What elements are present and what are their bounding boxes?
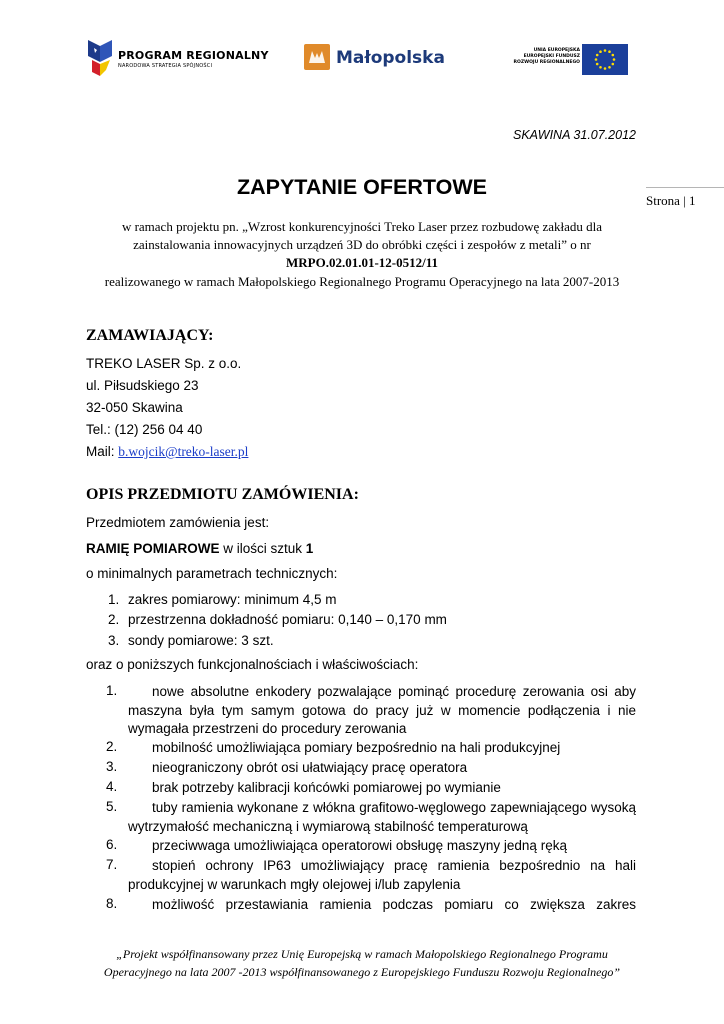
feature-number: 7. xyxy=(106,857,118,872)
feature-text: nowe absolutne enkodery pozwalające pominąć procedurę zerowania osi aby maszyna była tym samym gotowa do pracy już w momencie podłączenia i nie wymagała przestrzeni do procedury zerowania xyxy=(128,684,636,736)
feature-text: przeciwwaga umożliwiająca operatorowi obsługę maszyny jedną ręką xyxy=(152,838,567,853)
feature-number: 3. xyxy=(106,759,118,774)
document-title: ZAPYTANIE OFERTOWE xyxy=(236,175,488,199)
project-number: MRPO.02.01.01-12-0512/11 xyxy=(285,255,438,270)
intro-line-3: realizowanego w ramach Małopolskiego Regionalnego Programu Operacyjnego na lata 2007-2013 xyxy=(104,274,620,289)
param-text: zakres pomiarowy: minimum 4,5 m xyxy=(128,592,337,607)
opis-intro: Przedmiotem zamówienia jest: xyxy=(86,515,270,530)
email-link[interactable]: b.wojcik@treko-laser.pl xyxy=(118,444,249,459)
intro-line-1: w ramach projektu pn. „Wzrost konkurencyjności Treko Laser przez rozbudowę zakładu dla xyxy=(121,219,603,234)
footer-line-2: Operacyjnego na lata 2007 -2013 współfinansowanego z Europejskiego Funduszu Rozwoju Regionalnego” xyxy=(103,965,621,979)
eu-flag-icon xyxy=(582,44,628,75)
feature-number: 2. xyxy=(106,739,118,754)
company-mail xyxy=(86,444,248,460)
company-name: TREKO LASER Sp. z o.o. xyxy=(86,356,242,371)
opis-heading: OPIS PRZEDMIOTU ZAMÓWIENIA: xyxy=(86,486,359,503)
features-intro: oraz o poniższych funkcjonalnościach i właściwościach: xyxy=(86,657,419,672)
program-regionalny-subtitle: NARODOWA STRATEGIA SPÓJNOŚCI xyxy=(118,63,213,69)
feature-number: 6. xyxy=(106,837,118,852)
zamawiajacy-heading: ZAMAWIAJĄCY: xyxy=(86,327,214,344)
feature-text: mobilność umożliwiająca pomiary bezpośrednio na hali produkcyjnej xyxy=(152,740,561,755)
params-intro: o minimalnych parametrach technicznych: xyxy=(86,566,338,581)
param-number: 3. xyxy=(108,633,120,648)
feature-number: 1. xyxy=(106,683,118,698)
item-name: RAMIĘ POMIAROWE xyxy=(86,541,220,556)
footer-line-1: „Projekt współfinansowany przez Unię Europejską w ramach Małopolskiego Regionalnego Programu xyxy=(116,947,608,961)
page-number: Strona | 1 xyxy=(646,193,696,208)
feature-text: stopień ochrony IP63 umożliwiający pracę ramienia bezpośrednio na hali produkcyjnej w warunkach mgły olejowej i/lub zapylenia xyxy=(128,858,636,892)
feature-number: 4. xyxy=(106,779,118,794)
malopolska-logo xyxy=(304,44,444,74)
param-number: 1. xyxy=(108,592,120,607)
intro-line-2: zainstalowania innowacyjnych urządzeń 3D do obróbki części i zespołów z metali” o nr xyxy=(133,237,591,252)
eu-line-3: ROZWOJU REGIONALNEGO xyxy=(513,60,580,65)
feature-text: nieograniczony obrót osi ułatwiający pracę operatora xyxy=(152,760,468,775)
eu-logo xyxy=(510,44,628,76)
param-number: 2. xyxy=(108,612,120,627)
feature-text: tuby ramienia wykonane z włókna grafitowo-węglowego zapewniającego wysoką wytrzymałość mechaniczną i wymiarową stabilność temperaturową xyxy=(128,800,636,834)
malopolska-name: Małopolska xyxy=(336,48,445,68)
mail-label: Mail: xyxy=(86,444,119,459)
eu-line-1: UNIA EUROPEJSKA xyxy=(533,48,580,53)
company-street: ul. Piłsudskiego 23 xyxy=(86,378,199,393)
company-city: 32-050 Skawina xyxy=(86,400,183,415)
eu-logo-text xyxy=(510,48,580,66)
feature-number: 8. xyxy=(106,896,118,911)
param-text: przestrzenna dokładność pomiaru: 0,140 – 0,170 mm xyxy=(128,612,447,627)
eu-line-2: EUROPEJSKI FUNDUSZ xyxy=(523,54,580,59)
item-mid: w ilości sztuk xyxy=(219,541,306,556)
footer-note xyxy=(0,945,724,981)
program-regionalny-emblem-icon xyxy=(86,36,116,80)
malopolska-emblem-icon xyxy=(304,44,330,70)
program-regionalny-logo xyxy=(86,36,269,82)
feature-text: brak potrzeby kalibracji końcówki pomiarowej po wymianie xyxy=(152,780,501,795)
opis-item xyxy=(86,541,313,556)
item-quantity: 1 xyxy=(305,541,314,556)
program-regionalny-title: PROGRAM REGIONALNY xyxy=(118,49,269,62)
param-text: sondy pomiarowe: 3 szt. xyxy=(128,633,274,648)
feature-number: 5. xyxy=(106,799,118,814)
city-date: SKAWINA 31.07.2012 xyxy=(513,128,636,142)
page-number-divider xyxy=(646,187,724,188)
feature-text: możliwość przestawiania ramienia podczas pomiaru co zwiększa zakres xyxy=(152,897,636,912)
company-phone: Tel.: (12) 256 04 40 xyxy=(86,422,203,437)
